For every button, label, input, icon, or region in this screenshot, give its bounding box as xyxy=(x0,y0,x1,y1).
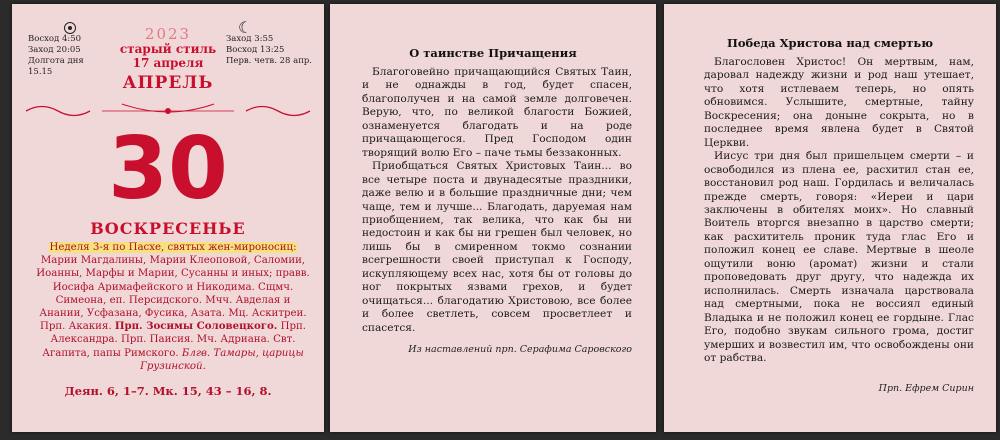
moon-info xyxy=(226,34,318,67)
date-header xyxy=(108,26,228,94)
day-number: 30 xyxy=(108,119,228,219)
article-sheet-communion xyxy=(330,4,656,432)
saints-text-2: Прп. Александра. Прп. Паисия. Мч. Адриана. Свт. Агапита, папы Римского. xyxy=(42,321,307,359)
sunday-title: Неделя 3-я по Пасхе, святых жен-мироносиц: xyxy=(49,242,297,253)
moonrise: Восход 13:25 xyxy=(226,45,285,55)
year: 2023 xyxy=(144,25,192,43)
crescent-moon-icon: ☾ xyxy=(238,18,253,37)
article-title: О таинстве Причащения xyxy=(409,46,577,60)
day-length: Долгота дня 15.15 xyxy=(28,56,84,77)
month: АПРЕЛЬ xyxy=(122,73,214,93)
moon-quarter: Перв. четв. 28 апр. xyxy=(226,56,313,66)
saints-commemoration xyxy=(32,241,314,373)
saints-bold: Прп. Зосимы Соловецкого. xyxy=(114,320,278,333)
scripture-readings: Деян. 6, 1–7. Мк. 15, 43 – 16, 8. xyxy=(64,384,272,398)
article-title: Победа Христова над смертью xyxy=(727,36,933,50)
sun-icon xyxy=(64,22,76,34)
astronomy-header xyxy=(12,18,324,106)
article-body xyxy=(362,66,632,335)
article-signature: Прп. Ефрем Сирин xyxy=(878,383,974,394)
saints-text: Марии Магдалины, Марии Клеоповой, Саломии, Иоанны, Марфы и Марии, Сусанны и иных; правв. Иосифа Аримафейского и Никодима. Сщмч. Симеона, еп. Персидского. Мчч. Авделая и Анании, Усфазана, Фусика, Азата. Мц. Аскитреи. Прп. Акакия. xyxy=(36,255,310,333)
old-style-date: 17 апреля xyxy=(132,56,204,70)
sunrise: Восход 4:50 xyxy=(28,34,82,44)
article-sheet-victory xyxy=(664,4,996,432)
saints-italic: Блгв. Тамары, царицы Грузинской. xyxy=(140,347,304,372)
sun-info xyxy=(28,34,108,78)
weekday: ВОСКРЕСЕНЬЕ xyxy=(90,219,246,238)
old-style-label: старый стиль xyxy=(119,42,217,56)
sunset: Заход 20:05 xyxy=(28,45,81,55)
paragraph: Приобщаться Святых Христовых Таин... во все четыре поста и двунадесятые праздники, даже велю и в большие праздничные дни; чем чаще, тем и лучше... Благодать, даруемая нам приобщением, так велика, что как бы ни недостоин и как бы ни грешен был человек, но лишь бы в смиренном токмо сознании всегрешности своей приступал к Господу, искупляющему всех нас, хотя бы от головы до ног покрытых язвами грехов, и будет очищаться... благодатию Христовою, все более и более светлеть, совсем просветлеет и спасется. xyxy=(362,160,632,334)
moonset: Заход 3:55 xyxy=(226,34,274,44)
paragraph: Благоговейно причащающийся Святых Таин, и не однажды в год, будет спасен, благополучен и на самой земле долговечен. Верую, что, по великой благости Божией, ознаменуется благодать и на роде причащающегося. Пред Господом один творящий волю Его – паче тьмы беззаконных. xyxy=(362,66,632,159)
paragraph: Благословен Христос! Он мертвым, нам, даровал надежду жизни и род наш утешает, что хотя истлеваем теперь, но опять обновимся. Услышите, смертные, тайну Воскресения; она доныне сокрыта, но в последнее время явлена будет в Святой Церкви. xyxy=(704,56,974,149)
article-body xyxy=(704,56,974,365)
calendar-date-sheet xyxy=(12,4,324,432)
article-signature: Из наставлений прп. Серафима Саровского xyxy=(408,344,632,355)
paragraph: Иисус три дня был пришельцем смерти – и освободился из плена ее, расхитил стан ее, восстановил род наш. Гордилась и величалась прежде смерть, говоря: «Иереи и цари заключены в обителях моих». Но славный Воитель вторгся внезапно в царство смерти; как расхититель проник туда глас Его и положил конец ее славе. Мертвые в шеоле ощутили воню (аромат) жизни и стали проповедовать друг другу, что надежда их исполнилась. Смерть изначала царствовала над смертными, пока не воссиял единый Владыка и не положил конец ее гордыне. Глас Его, подобно звукам сильного грома, достиг умерших и возвестил им, что освобождены они от рабства. xyxy=(704,150,974,364)
